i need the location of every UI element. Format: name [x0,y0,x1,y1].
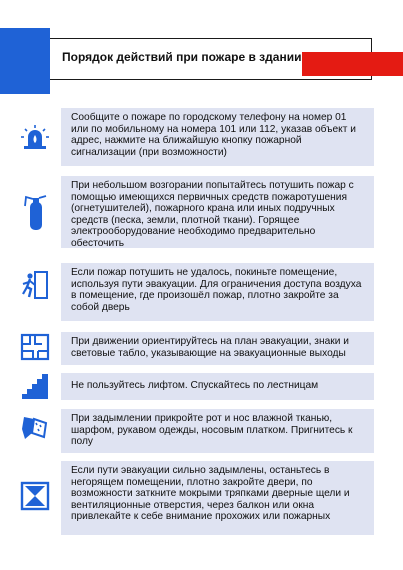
stairs-icon [20,372,50,402]
red-accent-bar [302,52,403,76]
step-card-5: Не пользуйтесь лифтом. Спускайтесь по лестницам [61,373,374,400]
step-card-6: При задымлении прикройте рот и нос влажной тканью, шарфом, рукавом одежды, носовым платком. Пригнитесь к полу [61,409,374,453]
page-title: Порядок действий при пожаре в здании [62,50,302,64]
wet-cloth-icon [20,413,50,443]
evacuation-plan-icon [20,332,50,362]
step-card-1: Сообщите о пожаре по городскому телефону на номер 01 или по мобильному на номера 101 или 112, указав объект и адрес, нажмите на ближайшую кнопку пожарной сигнализации (при возможности) [61,108,374,166]
step-card-7: Если пути эвакуации сильно задымлены, останьтесь в негорящем помещении, плотно закройте двери, по возможности заткните мокрыми тряпками дверные щели и вентиляционные отверстия, через балкон или окна привлекайте к себе внимание прохожих или пожарных [61,461,374,535]
alarm-siren-icon [20,122,50,152]
step-card-2: При небольшом возгорании попытайтесь потушить пожар с помощью имеющихся первичных средств пожаротушения (огнетушителей), пожарного крана или иных подручных средств (песка, земли, плотной ткани). Горящее электрооборудование необходимо предварительно обесточить [61,176,374,248]
fire-extinguisher-icon [20,192,50,232]
closed-room-icon [20,481,50,511]
blue-accent-tab [0,28,50,94]
emergency-exit-icon [20,270,50,300]
step-card-3: Если пожар потушить не удалось, покиньте помещение, используя пути эвакуации. Для ограничения доступа воздуха в помещение, где произошёл пожар, плотно закройте за собой дверь [61,263,374,321]
step-card-4: При движении ориентируйтесь на план эвакуации, знаки и световые табло, указывающие на эвакуационные выходы [61,332,374,365]
